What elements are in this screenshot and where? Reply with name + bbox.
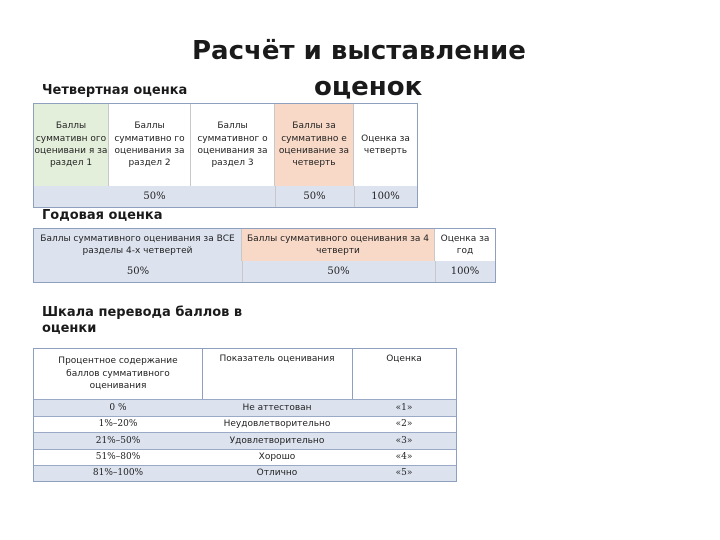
scale-row4-grade: «4» <box>395 452 413 463</box>
quarter-header-quarter-sum: Баллы за суммативно е оценивание за четверть <box>275 104 354 186</box>
annual-header-all-sections: Баллы суммативного оценивания за ВСЕ разделы 4-х четвертей <box>34 229 242 261</box>
quarter-heading: Четвертная оценка <box>42 83 188 98</box>
quarter-weight-sections: 50% <box>143 190 166 202</box>
scale-row3-indicator: Удовлетворительно <box>229 435 325 446</box>
annual-weight-sections: 50% <box>126 265 150 277</box>
quarter-weight-sum: 50% <box>303 190 326 202</box>
quarter-header-section1: Баллы суммативн ого оценивани я за раздел 1 <box>34 104 109 186</box>
quarter-header-quarter-grade: Оценка за четверть <box>361 133 410 156</box>
scale-heading: Шкала перевода баллов в оценки <box>42 305 243 337</box>
annual-weight-quarters: 50% <box>327 265 350 277</box>
annual-header-quarters: Баллы суммативного оценивания за 4 четверти <box>242 229 435 261</box>
scale-header-indicator: Показатель оценивания <box>219 353 335 364</box>
page-title-line1: Расчёт и выставление <box>192 36 526 66</box>
quarter-weight-grade: 100% <box>371 190 400 202</box>
scale-header-grade: Оценка <box>386 353 422 364</box>
scale-row5-percent: 81%–100% <box>92 468 144 479</box>
scale-row2-grade: «2» <box>395 419 413 430</box>
quarter-header-section2: Баллы суммативно го оценивания за раздел 2 <box>109 104 191 186</box>
annual-weight-grade: 100% <box>450 265 480 277</box>
scale-row3-percent: 21%–50% <box>95 435 141 446</box>
scale-row2-percent: 1%–20% <box>98 419 138 430</box>
quarter-header-section3: Баллы суммативног о оценивания за раздел 3 <box>191 104 275 186</box>
scale-row5-grade: «5» <box>395 468 413 479</box>
annual-header-year-grade: Оценка за год <box>440 233 490 256</box>
scale-row1-grade: «1» <box>395 402 413 413</box>
scale-row4-percent: 51%–80% <box>95 452 141 463</box>
scale-row4-indicator: Хорошо <box>258 452 296 463</box>
scale-row5-indicator: Отлично <box>256 468 298 479</box>
scale-row1-indicator: Не аттестован <box>242 402 312 413</box>
scale-row2-indicator: Неудовлетворительно <box>223 419 331 430</box>
page-title-line2: оценок <box>314 72 423 102</box>
scale-row3-grade: «3» <box>395 435 413 446</box>
scale-header-percent: Процентное содержание баллов суммативного оценивания <box>58 356 178 392</box>
scale-row1-percent: 0 % <box>109 402 127 413</box>
annual-heading: Годовая оценка <box>42 208 163 223</box>
